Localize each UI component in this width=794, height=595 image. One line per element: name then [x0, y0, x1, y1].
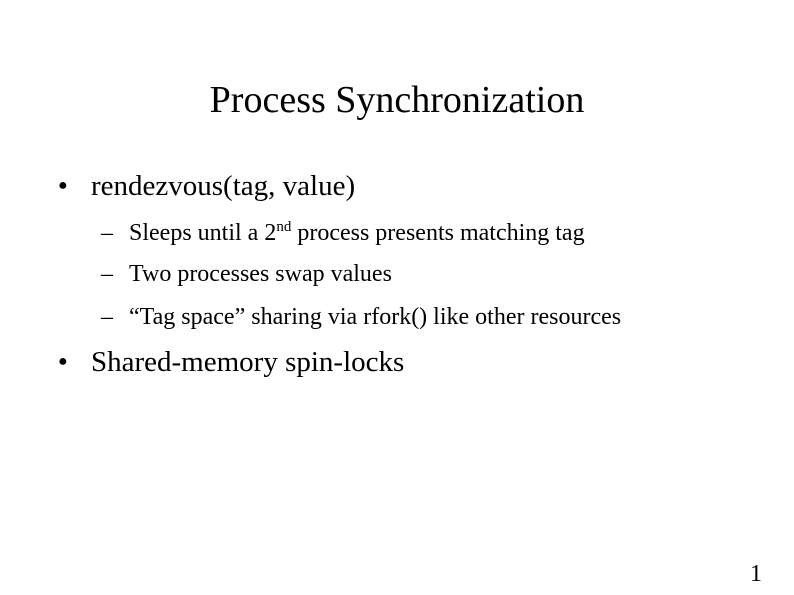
sub-bullet-text-before: Sleeps until a 2	[129, 220, 277, 246]
sub-bullet-text	[129, 218, 585, 248]
bullet-marker: ●	[58, 353, 68, 370]
sub-bullet-text: Two processes swap values	[129, 261, 392, 287]
sub-bullet-text-after: process presents matching tag	[291, 220, 585, 246]
slide-title: Process Synchronization	[209, 79, 585, 121]
sub-bullet-text: “Tag space” sharing via rfork() like other resources	[129, 304, 622, 330]
bullet-marker: ●	[58, 177, 68, 194]
slide-number: 1	[750, 561, 762, 587]
dash-marker: –	[101, 261, 113, 287]
bullet-text: Shared-memory spin-locks	[91, 346, 405, 378]
bullet-text: rendezvous(tag, value)	[91, 170, 356, 202]
dash-marker: –	[101, 304, 113, 330]
dash-marker: –	[101, 220, 113, 246]
ordinal-superscript: nd	[276, 219, 292, 235]
